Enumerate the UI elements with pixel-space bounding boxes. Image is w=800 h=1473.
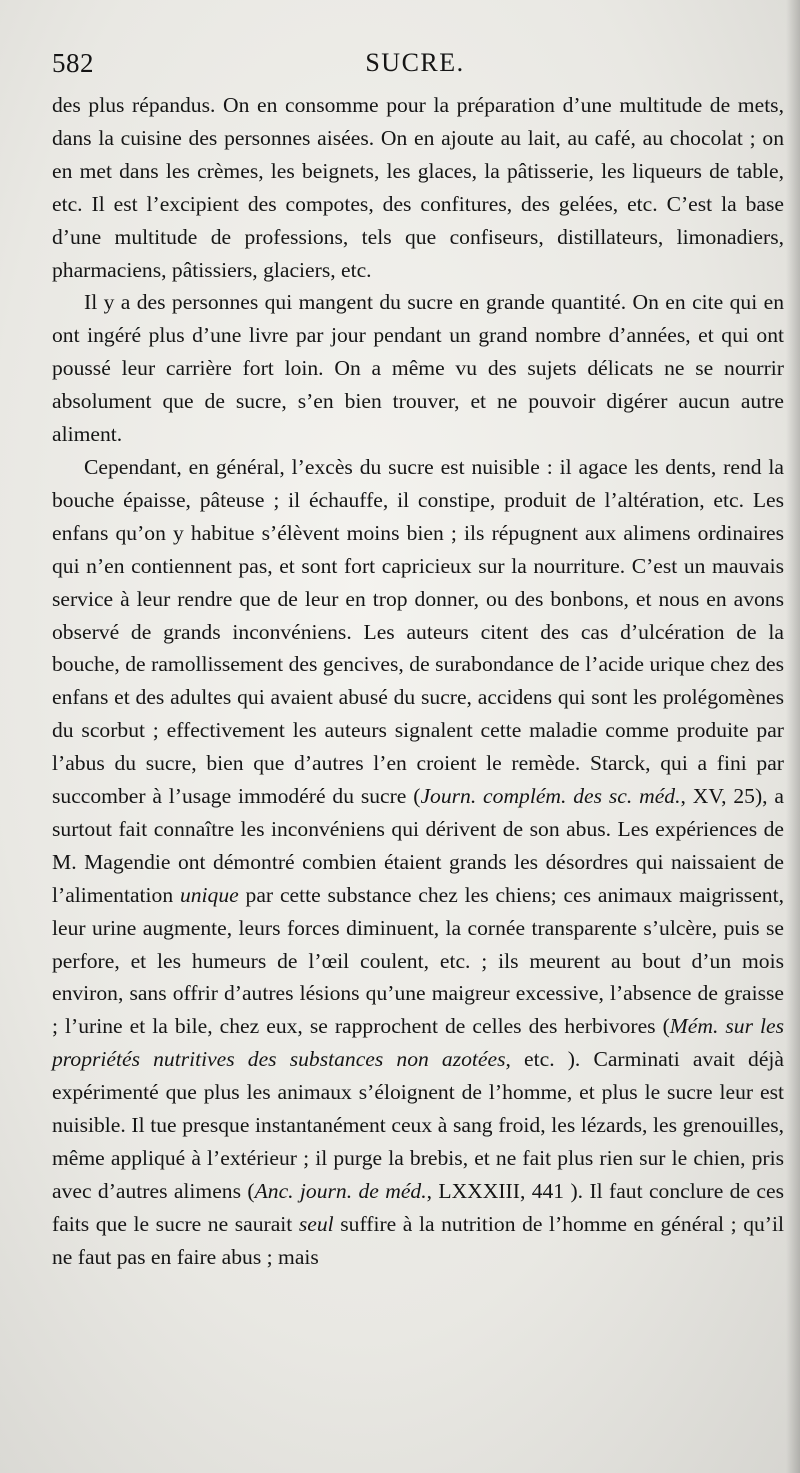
paragraph-1 (52, 89, 784, 286)
text-segment: Il y a des personnes qui mangent du sucre en grande quantité. On en cite qui en ont ingéré plus d’une livre par jour pendant un grand nombre d’années, et qui ont poussé leur carrière fort loin. On a même vu des sujets délicats ne se nourrir absolument que de sucre, s’en bien trouver, et ne pouvoir digérer aucun autre aliment. (52, 290, 784, 447)
italic-citation: Journ. complém. des sc. méd. (420, 784, 681, 809)
text-segment: Cependant, en général, l’excès du sucre est nuisible : il agace les dents, rend la bouche épaisse, pâteuse ; il échauffe, il constipe, produit de l’altération, etc. Les enfans qu’on y habitue s’élèvent moins bien ; ils répugnent aux alimens ordinaires qui n’en contiennent pas, et sont fort capricieux sur la nourriture. C’est un mauvais service à leur rendre que de leur en trop donner, ou des bonbons, et nous en avons observé de grands inconvéniens. Les auteurs citent des cas d’ulcération de la bouche, de ramollissement des gencives, de surabondance de l’acide urique chez des enfans et des adultes qui avaient abusé du sucre, accidens qui sont les prolégomènes du scorbut ; effectivement les auteurs signalent cette maladie comme produite par l’abus du sucre, bien que d’autres l’en croient le remède. Starck, qui a fini par succomber à l’usage immodéré du sucre ( (52, 454, 784, 809)
text-segment: suffire à la nutrition de l’homme en général ; qu’il ne faut pas en faire abus ; mais (52, 1211, 784, 1269)
running-head (52, 48, 778, 80)
italic-citation: unique (179, 882, 239, 907)
text-segment: , etc. ). Carminati avait déjà expérimenté que plus les animaux s’éloignent de l’homme, et plus le sucre leur est nuisible. Il tue presque instantanément ceux à sang froid, les lézards, les grenouilles, même appliqué à l’extérieur ; il purge la brebis, et ne fait plus rien sur le chien, pris avec d’autres alimens ( (52, 1047, 784, 1203)
body-text (52, 89, 784, 1274)
italic-citation: Anc. journ. de méd. (254, 1178, 427, 1203)
italic-citation: seul (298, 1211, 334, 1236)
page-title: SUCRE. (365, 48, 465, 77)
page-number: 582 (52, 48, 94, 78)
text-segment: des plus répandus. On en consomme pour la préparation d’une multitude de mets, dans la cuisine des personnes aisées. On en ajoute au lait, au café, au chocolat ; on en met dans les crèmes, les beignets, les glaces, la pâtisserie, les liqueurs de table, etc. Il est l’excipient des compotes, des confitures, des gelées, etc. C’est la base d’une multitude de professions, tels que confiseurs, distillateurs, limonadiers, pharmaciens, pâtissiers, glaciers, etc. (52, 93, 784, 282)
italic-citation: Mém. sur les propriétés nutritives des substances non azotées (52, 1014, 784, 1072)
paragraph-2 (52, 286, 784, 451)
text-segment: , XV, 25), a surtout fait connaître les inconvéniens qui dérivent de son abus. Les expériences de M. Magendie ont démontré combien étaient grands les désordres qui naissaient de l’alimentation (52, 784, 785, 907)
text-segment: , LXXXIII, 441 ). Il faut conclure de ces faits que le sucre ne saurait (52, 1178, 784, 1236)
page-edge-shadow (786, 0, 800, 1473)
paragraph-3 (52, 451, 784, 1274)
text-segment: par cette substance chez les chiens; ces animaux maigrissent, leur urine augmente, leurs forces diminuent, la cornée transparente s’ulcère, puis se perfore, et les humeurs de l’œil coulent, etc. ; ils meurent au bout d’un mois environ, sans offrir d’autres lésions qu’une maigreur excessive, l’absence de graisse ; l’urine et la bile, chez eux, se rapprochent de celles des herbivores ( (52, 882, 784, 1039)
